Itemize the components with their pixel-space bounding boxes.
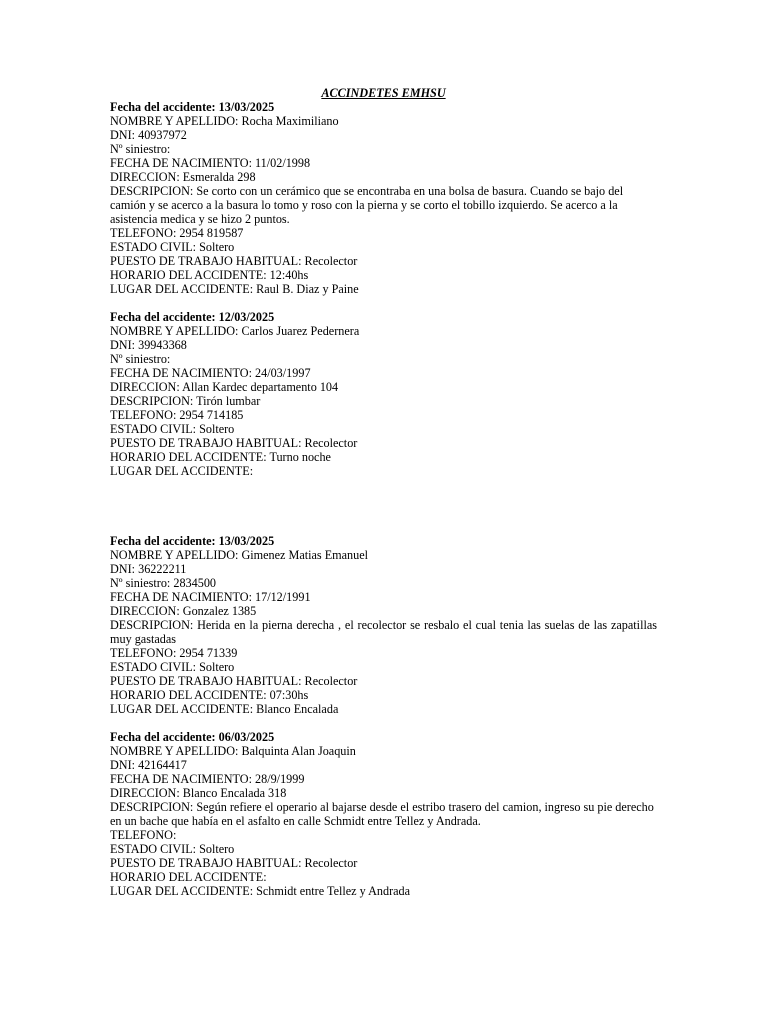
job-position: PUESTO DE TRABAJO HABITUAL: Recolector [110, 254, 358, 268]
person-name: NOMBRE Y APELLIDO: Balquinta Alan Joaquin [110, 744, 356, 758]
civil-status: ESTADO CIVIL: Soltero [110, 240, 235, 254]
description: DESCRIPCION: Tirón lumbar [110, 394, 261, 408]
spacer [110, 716, 657, 730]
accident-record [110, 100, 657, 296]
birth-date: FECHA DE NACIMIENTO: 17/12/1991 [110, 590, 311, 604]
accident-time: HORARIO DEL ACCIDENTE: 07:30hs [110, 688, 309, 702]
accident-time: HORARIO DEL ACCIDENTE: Turno noche [110, 450, 331, 464]
address: DIRECCION: Blanco Encalada 318 [110, 786, 287, 800]
birth-date: FECHA DE NACIMIENTO: 11/02/1998 [110, 156, 311, 170]
dni: DNI: 39943368 [110, 338, 187, 352]
address: DIRECCION: Esmeralda 298 [110, 170, 256, 184]
accident-time: HORARIO DEL ACCIDENTE: 12:40hs [110, 268, 309, 282]
phone: TELEFONO: [110, 828, 177, 842]
accident-date: Fecha del accidente: 13/03/2025 [110, 534, 275, 548]
dni: DNI: 40937972 [110, 128, 187, 142]
person-name: NOMBRE Y APELLIDO: Carlos Juarez Pedernera [110, 324, 360, 338]
accident-place: LUGAR DEL ACCIDENTE: Raul B. Diaz y Paine [110, 282, 359, 296]
accident-place: LUGAR DEL ACCIDENTE: Blanco Encalada [110, 702, 339, 716]
dni: DNI: 36222211 [110, 562, 187, 576]
description: DESCRIPCION: Según refiere el operario al bajarse desde el estribo trasero del camion, ingreso su pie derecho en un bache que había en el asfalto en calle Schmidt entre Tellez y Andrada. [110, 800, 654, 828]
accident-time: HORARIO DEL ACCIDENTE: [110, 870, 267, 884]
spacer [110, 478, 657, 534]
description: DESCRIPCION: Herida en la pierna derecha , el recolector se resbalo el cual tenia las suelas de las zapatillas muy gastadas [110, 618, 657, 646]
birth-date: FECHA DE NACIMIENTO: 24/03/1997 [110, 366, 311, 380]
phone: TELEFONO: 2954 819587 [110, 226, 244, 240]
accident-place: LUGAR DEL ACCIDENTE: Schmidt entre Tellez y Andrada [110, 884, 411, 898]
accident-place: LUGAR DEL ACCIDENTE: [110, 464, 254, 478]
claim-number: Nº siniestro: 2834500 [110, 576, 217, 590]
birth-date: FECHA DE NACIMIENTO: 28/9/1999 [110, 772, 305, 786]
document-title: ACCINDETES EMHSU [321, 86, 446, 100]
job-position: PUESTO DE TRABAJO HABITUAL: Recolector [110, 674, 358, 688]
accident-record [110, 310, 657, 478]
address: DIRECCION: Gonzalez 1385 [110, 604, 257, 618]
address: DIRECCION: Allan Kardec departamento 104 [110, 380, 339, 394]
spacer [110, 296, 657, 310]
job-position: PUESTO DE TRABAJO HABITUAL: Recolector [110, 436, 358, 450]
civil-status: ESTADO CIVIL: Soltero [110, 422, 235, 436]
civil-status: ESTADO CIVIL: Soltero [110, 660, 235, 674]
dni: DNI: 42164417 [110, 758, 187, 772]
document-page [110, 86, 657, 898]
claim-number: Nº siniestro: [110, 142, 171, 156]
civil-status: ESTADO CIVIL: Soltero [110, 842, 235, 856]
job-position: PUESTO DE TRABAJO HABITUAL: Recolector [110, 856, 358, 870]
accident-date: Fecha del accidente: 06/03/2025 [110, 730, 275, 744]
accident-record [110, 730, 657, 898]
description: DESCRIPCION: Se corto con un cerámico que se encontraba en una bolsa de basura. Cuando se bajo del camión y se acerco a la basura lo tomo y roso con la pierna y se corto el tobillo izquierdo. Se acerco a la asistencia medica y se hizo 2 puntos. [110, 184, 624, 226]
phone: TELEFONO: 2954 714185 [110, 408, 244, 422]
accident-date: Fecha del accidente: 12/03/2025 [110, 310, 275, 324]
phone: TELEFONO: 2954 71339 [110, 646, 238, 660]
person-name: NOMBRE Y APELLIDO: Gimenez Matias Emanuel [110, 548, 369, 562]
person-name: NOMBRE Y APELLIDO: Rocha Maximiliano [110, 114, 339, 128]
claim-number: Nº siniestro: [110, 352, 171, 366]
accident-record [110, 534, 657, 716]
accident-date: Fecha del accidente: 13/03/2025 [110, 100, 275, 114]
